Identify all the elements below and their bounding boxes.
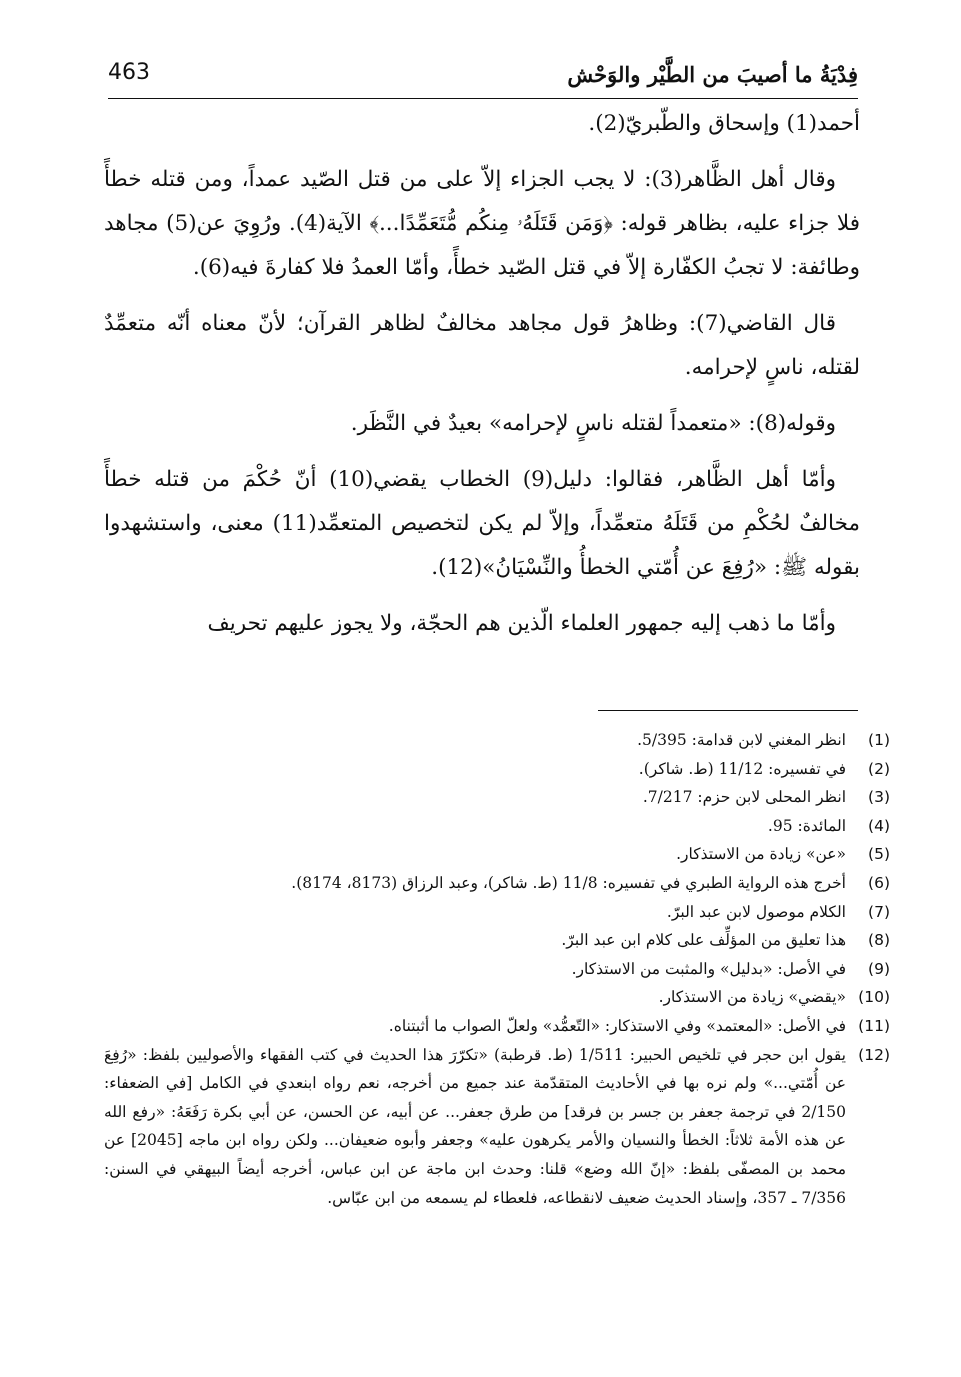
footnote-text: في تفسيره: 11/12 (ط. شاكر). (638, 759, 846, 778)
footnote-number: (11) (858, 1016, 890, 1035)
footnote-divider (598, 710, 858, 711)
footnote-text: في الأصل: «بدليل» والمثبت من الاستذكار. (571, 959, 846, 978)
paragraph: وقال أهل الظَّاهر(3): لا يجب الجزاء إلاّ على من قتل الصّيد عمداً، ومن قتله خطأً فلا جزاء عليه، بظاهر قوله: ﴿وَمَن قَتَلَهُۥ مِنكُم مُّتَعَمِّدًا...﴾ الآية(4). ورُوِيَ عن(5) مجاهد وطائفة: لا تجبُ الكفّارة إلاّ في قتل الصّيد خطأً، وأمّا العمدُ فلا كفارةَ فيه(6). (104, 167, 860, 280)
main-text (104, 102, 860, 658)
footnote-number: (10) (858, 988, 890, 1007)
footnote-text: انظر المغني لابن قدامة: 5/395. (637, 731, 846, 749)
paragraph: قال القاضي(7): وظاهرُ قول مجاهد مخالفٌ لظاهر القرآن؛ لأنّ معناه أنّه متعمِّدٌ لقتله، ناسٍ لإحرامه. (104, 311, 860, 380)
footnotes (104, 726, 890, 1212)
footnote-text: المائدة: 95. (767, 816, 846, 835)
footnote-item (104, 840, 890, 869)
footnote-item (104, 1012, 890, 1041)
footnote-number: (3) (868, 788, 890, 807)
footnote-item (104, 1041, 890, 1213)
footnote-item (104, 898, 890, 927)
paragraph: وأمّا ما ذهب إليه جمهور العلماء الّذين هم الحجّة، ولا يجوز عليهم تحريف (207, 611, 836, 636)
footnote-text: «عن» زيادة من الاستذكار. (676, 845, 846, 864)
page-header (108, 58, 858, 99)
running-title: فِدْيَةُ ما أصيبَ من الطَّيْر والوَحْش (567, 62, 858, 87)
footnote-text: الكلام موصول لابن عبد البرّ. (666, 902, 846, 921)
footnote-number: (2) (868, 759, 890, 778)
footnote-number: (5) (868, 845, 890, 864)
footnote-item (104, 726, 890, 755)
footnote-item (104, 783, 890, 812)
footnote-number: (8) (868, 931, 890, 950)
page-number: 463 (108, 60, 150, 85)
footnote-item (104, 812, 890, 841)
footnote-number: (9) (868, 959, 890, 978)
footnote-text: أخرج هذه الرواية الطبري في تفسيره: 11/8 (ط. شاكر)، وعبد الرزاق (8173، 8174). (291, 873, 846, 892)
footnote-text: يقول ابن حجر في تلخيص الحبير: 1/511 (ط. قرطبة) «تكرّرَ هذا الحديث في كتب الفقهاء والأصوليين بلفظ: «رُفِعَ عن أُمّتي...» ولم نره بها في الأحاديث المتقدّمة عند جميع من أخرجه، نعم رواه ابنعدي في الكامل [في الضعفاء: 2/150 في ترجمة جعفر بن جسر بن فرقد] من طرق جعفر... عن أبيه، عن الحسن، عن أبي بكرة رَفَعَهُ: «رفع الله عن هذه الأمة ثلاثاً: الخطأ والنسيان والأمر يكرهون عليه» وجعفر وأبوه ضعيفان... ولكن رواه ابن ماجه [2045] عن محمد بن المصفّى بلفظ: «إنّ الله وضع» قلنا: وحدث ابن ماجة عن ابن عباس، أخرجه أيضاً البيهقي في السنن: 7/356 ـ 357، وإسناد الحديث ضعيف لانقطاعه، فلعطاء لم يسمعه من ابن عبّاس. (104, 1045, 846, 1207)
footnote-item (104, 926, 890, 955)
footnote-text: «يقضي» زيادة من الاستذكار. (658, 988, 846, 1007)
footnote-item (104, 955, 890, 984)
footnote-number: (4) (868, 816, 890, 835)
paragraph: وأمّا أهل الظَّاهر، فقالوا: دليل(9) الخطاب يقضي(10) أنّ حُكْمَ من قتله خطأً مخالفٌ لحُكْمِ من قَتَلَهُ متعمِّداً، وإلاّ لم يكن لتخصيص المتعمِّد(11) معنى، واستشهدوا بقوله ﷺ: «رُفِعَ عن أُمّتي الخطأُ والنِّسْيَانُ»(12). (104, 467, 860, 580)
footnote-number: (1) (868, 731, 890, 749)
footnote-number: (6) (868, 873, 890, 892)
paragraph: وقوله(8): «متعمداً لقتله ناسٍ لإحرامه» بعيدٌ في النَّظَر. (350, 411, 836, 436)
footnote-number: (12) (858, 1045, 890, 1064)
footnote-item (104, 983, 890, 1012)
footnote-text: هذا تعليق من المؤلِّف على كلام ابن عبد البرّ. (561, 931, 846, 950)
footnote-item (104, 755, 890, 784)
footnote-text: في الأصل: «المعتمد» وفي الاستذكار: «التّعمُّد» ولعلّ الصواب ما أثبتناه. (388, 1016, 846, 1035)
paragraph: أحمد(1) وإسحاق والطّبريّ(2). (588, 111, 860, 136)
footnote-item (104, 869, 890, 898)
footnote-number: (7) (868, 902, 890, 921)
footnote-text: انظر المحلى لابن حزم: 7/217. (642, 788, 846, 807)
